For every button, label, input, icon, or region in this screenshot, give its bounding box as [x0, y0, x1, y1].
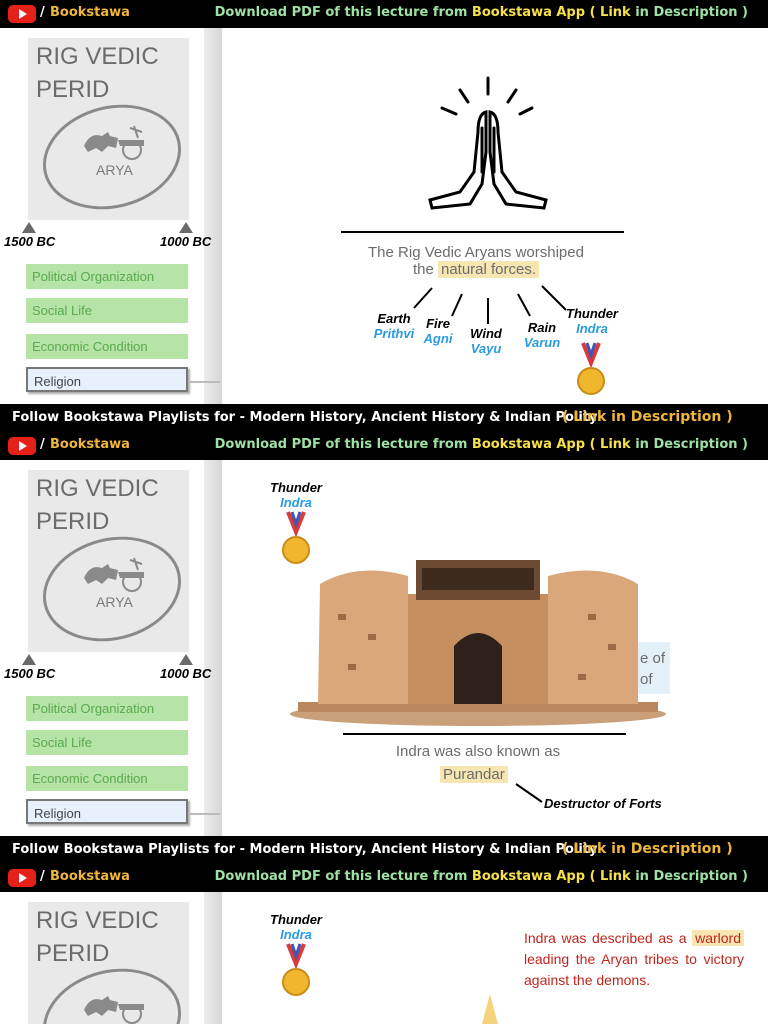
slide-frame-1: [0, 28, 768, 404]
warlord-highlight: warlord: [692, 930, 744, 946]
timeline-marker-end: [179, 654, 193, 665]
menu-religion[interactable]: Religion: [26, 367, 188, 392]
praying-hands-icon: [420, 72, 560, 222]
slide-frame-3: [0, 892, 768, 1024]
natural-forces-highlight: natural forces.: [438, 261, 539, 278]
download-notice: Download PDF of this lecture from Bookstawa App ( Link in Description ): [214, 5, 748, 20]
top-banner: / Bookstawa Download PDF of this lecture from Bookstawa App ( Link in Description ): [0, 0, 768, 28]
playlist-banner: [0, 836, 768, 864]
menu-social-life[interactable]: Social Life: [26, 298, 188, 323]
menu-religion[interactable]: Religion: [26, 799, 188, 824]
youtube-icon[interactable]: [8, 869, 36, 887]
god-thunder: Thunder Indra: [270, 912, 322, 942]
follow-text: Follow Bookstawa Playlists for - Modern History, Ancient History & Indian Polity: [12, 842, 598, 857]
timeline-marker-start: [22, 222, 36, 233]
warlord-description: Indra was described as a warlord leading the Aryan tribes to victory against the demons.: [524, 930, 744, 988]
seal-label: ARYA: [96, 594, 133, 610]
period-title-card: [28, 38, 189, 220]
playlist-banner: [0, 404, 768, 432]
chariot-icon: [82, 986, 152, 1024]
description-link[interactable]: ( Link in Description ): [562, 841, 733, 857]
period-title-card: [28, 902, 189, 1024]
chariot-icon: [82, 554, 152, 594]
sidebar: [0, 28, 222, 404]
brand-name[interactable]: Bookstawa: [50, 869, 130, 884]
timeline-start: 1500 BC: [4, 234, 56, 249]
menu-political-organization[interactable]: Political Organization: [26, 264, 188, 289]
god-wind: Wind Vayu: [470, 326, 502, 356]
menu-political-organization[interactable]: Political Organization: [26, 696, 188, 721]
period-title: RIG VEDIC PERID: [36, 43, 159, 103]
god-thunder: Thunder Indra: [566, 306, 618, 336]
brand-name[interactable]: Bookstawa: [50, 5, 130, 20]
flame-icon: [478, 994, 502, 1024]
menu-social-life[interactable]: Social Life: [26, 730, 188, 755]
period-title: RIG VEDIC PERID: [36, 475, 159, 535]
sidebar: [0, 892, 222, 1024]
pointer-line: [514, 782, 546, 804]
worship-statement: The Rig Vedic Aryans worshiped the natural forces.: [368, 244, 584, 278]
god-fire: Fire Agni: [423, 316, 453, 346]
indra-statement: Indra was also known as: [395, 743, 561, 760]
seal-label: ARYA: [96, 162, 133, 178]
partial-text: e of of: [640, 650, 666, 688]
timeline-end: 1000 BC: [160, 234, 212, 249]
follow-text: Follow Bookstawa Playlists for - Modern History, Ancient History & Indian Polity: [12, 410, 598, 425]
timeline-start: 1500 BC: [4, 666, 56, 681]
fort-illustration: [288, 554, 668, 726]
download-notice: Download PDF of this lecture from Bookstawa App ( Link in Description ): [214, 869, 748, 884]
purandar-highlight: Purandar: [440, 766, 508, 783]
menu-economic-condition[interactable]: Economic Condition: [26, 334, 188, 359]
description-link[interactable]: ( Link in Description ): [562, 409, 733, 425]
sidebar: [0, 460, 222, 836]
timeline-marker-start: [22, 654, 36, 665]
timeline-marker-end: [179, 222, 193, 233]
download-notice: Download PDF of this lecture from Bookstawa App ( Link in Description ): [214, 437, 748, 452]
youtube-icon[interactable]: [8, 437, 36, 455]
god-rain: Rain Varun: [523, 320, 561, 350]
period-title: RIG VEDIC PERID: [36, 907, 159, 967]
brand-name[interactable]: Bookstawa: [50, 437, 130, 452]
god-thunder: Thunder Indra: [270, 480, 322, 510]
chariot-icon: [82, 122, 152, 162]
medal-icon: [577, 341, 605, 397]
divider: [341, 231, 624, 233]
top-banner: / Bookstawa Download PDF of this lecture from Bookstawa App ( Link in Description ): [0, 432, 768, 460]
purandar-meaning: Destructor of Forts: [544, 796, 662, 811]
slide-frame-2: [0, 460, 768, 836]
top-banner: / Bookstawa Download PDF of this lecture from Bookstawa App ( Link in Description ): [0, 864, 768, 892]
period-title-card: [28, 470, 189, 652]
menu-economic-condition[interactable]: Economic Condition: [26, 766, 188, 791]
divider: [343, 733, 626, 735]
timeline-end: 1000 BC: [160, 666, 212, 681]
medal-icon: [282, 942, 310, 998]
god-earth: Earth Prithvi: [373, 311, 415, 341]
youtube-icon[interactable]: [8, 5, 36, 23]
